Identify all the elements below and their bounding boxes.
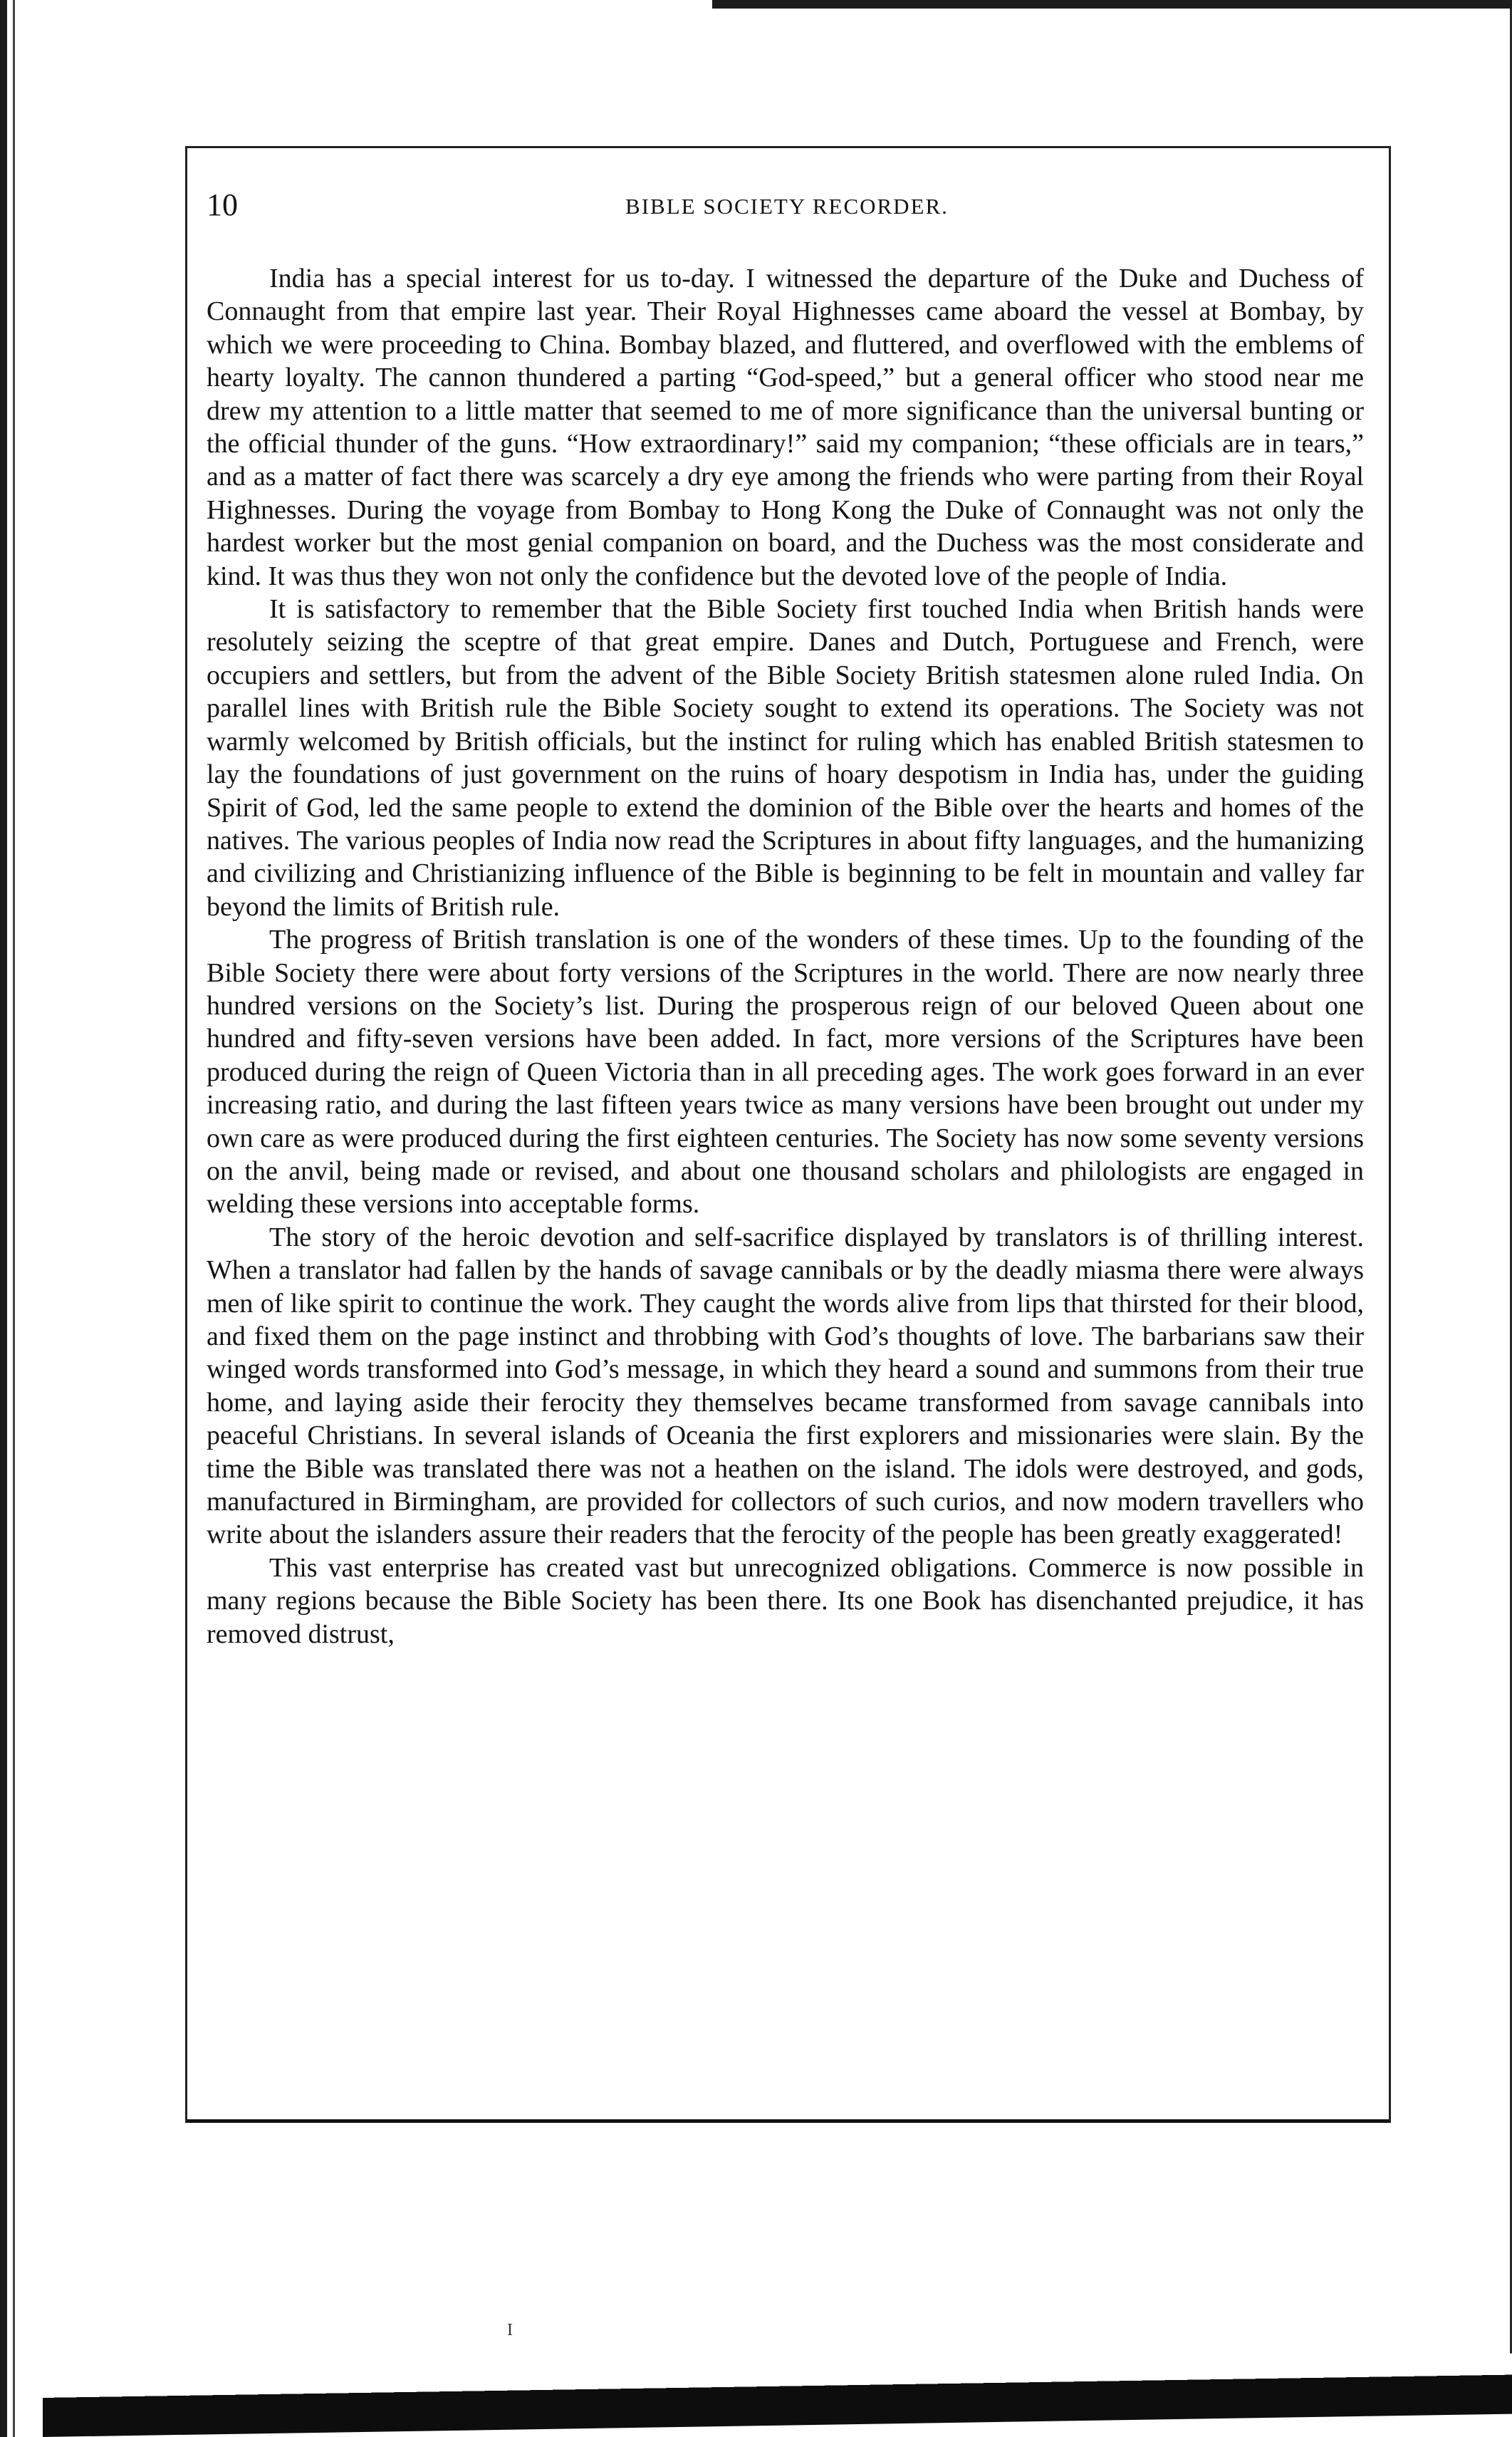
paragraph: The progress of British translation is one of the wonders of these times. Up to the founding of the Bible Society there were about forty versions of the Scriptures in the world. There are now nearly three hundred versions on the Society’s list. During the prosperous reign of our beloved Queen about one hundred and fifty-seven versions have been added. In fact, more versions of the Scriptures have been produced during the reign of Queen Victoria than in all preceding ages. The work goes forward in an ever increasing ratio, and during the last fifteen years twice as many versions have been brought out under my own care as were produced during the first eighteen centuries. The Society has now some seventy versions on the anvil, being made or revised, and about one thousand scholars and philologists are engaged in welding these versions into acceptable forms. <box>207 925 1364 1220</box>
page-number: 10 <box>207 187 238 222</box>
scan-border-bottom <box>43 2354 1512 2437</box>
footer-mark: I <box>507 2321 513 2339</box>
scan-border-left <box>0 0 24 2437</box>
scan-border-top <box>712 0 1512 9</box>
paragraph: This vast enterprise has created vast but unrecognized obligations. Commerce is now possible in many regions because the Bible Society has been there. Its one Book has disenchanted prejudice, it has removed distrust, <box>207 1552 1364 1649</box>
article-body <box>207 262 1364 1651</box>
paragraph: India has a special interest for us to-day. I witnessed the departure of the Duke and Duchess of Connaught from that empire last year. Their Royal Highnesses came aboard the vessel at Bombay, by which we were proceeding to China. Bombay blazed, and fluttered, and overflowed with the emblems of hearty loyalty. The cannon thundered a parting “God-speed,” but a general officer who stood near me drew my attention to a little matter that seemed to me of more significance than the universal bunting or the official thunder of the guns. “How extraordinary!” said my companion; “these officials are in tears,” and as a matter of fact there was scarcely a dry eye among the friends who were parting from their Royal Highnesses. During the voyage from Bombay to Hong Kong the Duke of Connaught was not only the hardest worker but the most genial companion on board, and the Duchess was the most considerate and kind. It was thus they won not only the confidence but the devoted love of the people of India. <box>207 264 1364 591</box>
page-title: BIBLE SOCIETY RECORDER. <box>625 194 949 219</box>
paragraph: The story of the heroic devotion and self-sacrifice displayed by translators is of thrilling interest. When a translator had fallen by the hands of savage cannibals or by the deadly miasma there were always men of like spirit to continue the work. They caught the words alive from lips that thirsted for their blood, and fixed them on the page instinct and throbbing with God’s thoughts of love. The barbarians saw their winged words transformed into God’s message, in which they heard a sound and summons from their true home, and laying aside their ferocity they themselves became transformed from savage cannibals into peaceful Christians. In several islands of Oceania the first explorers and missionaries were slain. By the time the Bible was translated there was not a heathen on the island. The idols were destroyed, and gods, manufactured in Birmingham, are provided for collectors of such curios, and now modern travellers who write about the islanders assure their readers that the ferocity of the people has been greatly exaggerated! <box>207 1222 1364 1550</box>
paragraph: It is satisfactory to remember that the Bible Society first touched India when British hands were resolutely seizing the sceptre of that great empire. Danes and Dutch, Portuguese and French, were occupiers and settlers, but from the advent of the Bible Society British statesmen alone ruled India. On parallel lines with British rule the Bible Society sought to extend its operations. The Society was not warmly welcomed by British officials, but the instinct for ruling which has enabled British statesmen to lay the foundations of just government on the ruins of hoary despotism in India has, under the guiding Spirit of God, led the same people to extend the dominion of the Bible over the hearts and homes of the natives. The various peoples of India now read the Scriptures in about fifty languages, and the humanizing and civilizing and Christianizing influence of the Bible is beginning to be felt in mountain and valley far beyond the limits of British rule. <box>207 594 1364 922</box>
running-head <box>207 187 1367 229</box>
